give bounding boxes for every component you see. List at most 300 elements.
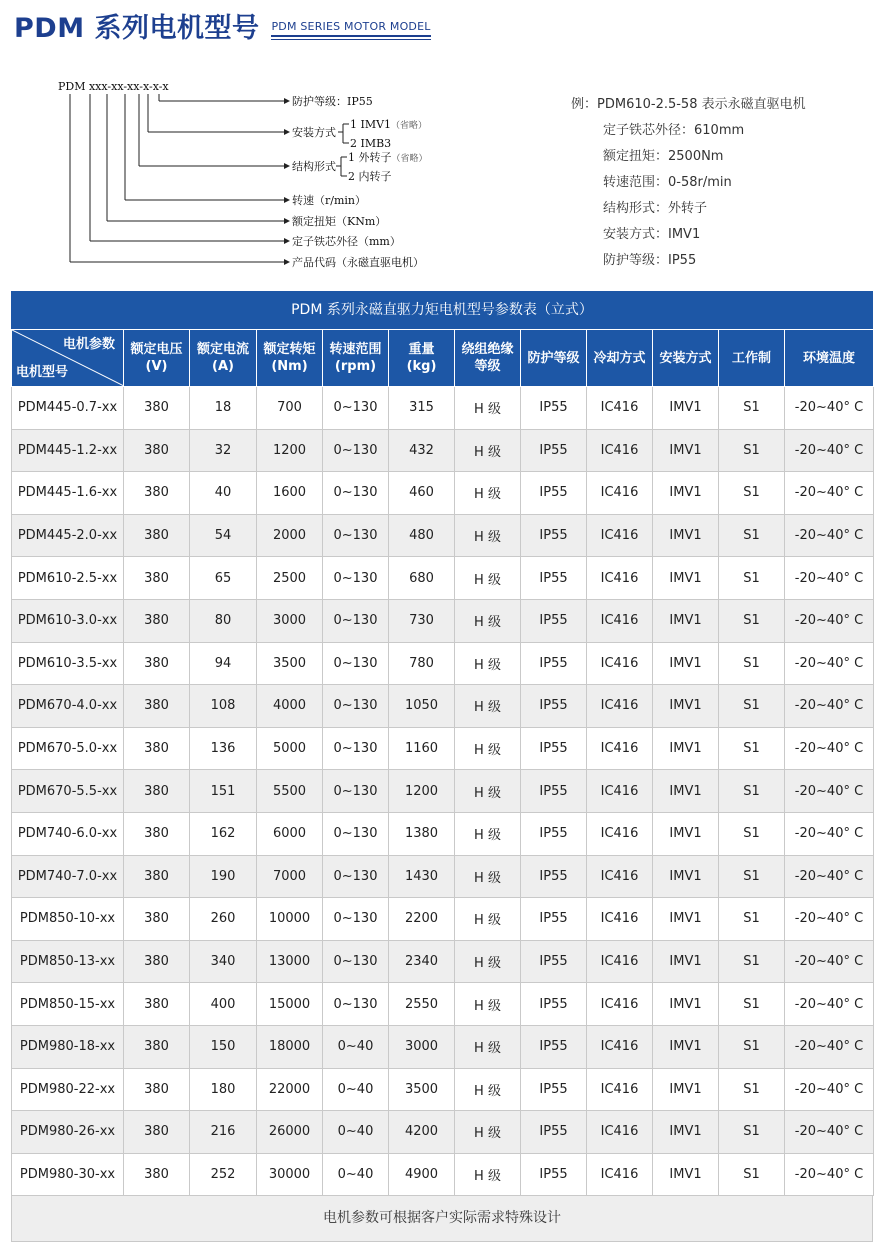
table-cell: S1: [719, 898, 785, 941]
table-cell: S1: [719, 1153, 785, 1196]
table-row: [12, 1068, 874, 1111]
table-cell: IP55: [521, 812, 587, 855]
table-cell: H 级: [455, 685, 521, 728]
table-cell: S1: [719, 1068, 785, 1111]
table-cell: 2200: [389, 898, 455, 941]
column-header-label: 额定电流: [196, 342, 249, 357]
column-header: [785, 330, 874, 387]
table-cell: 380: [124, 812, 190, 855]
label-mounting-opt2: 2 IMB3: [350, 137, 392, 150]
model-cell: PDM445-2.0-xx: [12, 514, 124, 557]
table-cell: H 级: [455, 599, 521, 642]
table-cell: 380: [124, 429, 190, 472]
table-cell: 0~130: [323, 855, 389, 898]
table-cell: IC416: [587, 387, 653, 430]
table-cell: IC416: [587, 642, 653, 685]
table-cell: 400: [190, 983, 257, 1026]
column-header-unit: (kg): [406, 359, 437, 374]
column-header: [389, 330, 455, 387]
table-cell: 0~40: [323, 1025, 389, 1068]
table-cell: 2340: [389, 940, 455, 983]
column-header-unit: (A): [212, 359, 234, 374]
table-cell: S1: [719, 472, 785, 515]
model-cell: PDM445-1.6-xx: [12, 472, 124, 515]
table-cell: 0~130: [323, 514, 389, 557]
table-cell: IP55: [521, 599, 587, 642]
example-line: 额定扭矩：2500Nm: [603, 149, 724, 164]
table-row: [12, 727, 874, 770]
table-cell: 13000: [257, 940, 323, 983]
table-title: PDM 系列永磁直驱力矩电机型号参数表（立式）: [11, 291, 873, 329]
table-cell: 380: [124, 1025, 190, 1068]
table-row: [12, 855, 874, 898]
example-line: 防护等级：IP55: [603, 253, 697, 268]
table-cell: 0~40: [323, 1153, 389, 1196]
table-row: [12, 898, 874, 941]
table-cell: 151: [190, 770, 257, 813]
table-cell: IMV1: [653, 472, 719, 515]
table-cell: 380: [124, 642, 190, 685]
table-cell: 0~130: [323, 898, 389, 941]
table-row: [12, 1111, 874, 1154]
table-cell: 340: [190, 940, 257, 983]
example-line: 例：PDM610-2.5-58 表示永磁直驱电机: [571, 97, 806, 112]
table-cell: S1: [719, 599, 785, 642]
table-cell: IP55: [521, 1025, 587, 1068]
table-cell: 2550: [389, 983, 455, 1026]
model-cell: PDM445-0.7-xx: [12, 387, 124, 430]
example-line: 定子铁芯外径：610mm: [603, 123, 745, 138]
table-cell: H 级: [455, 983, 521, 1026]
table-cell: 0~130: [323, 429, 389, 472]
table-cell: 0~40: [323, 1111, 389, 1154]
table-cell: 80: [190, 599, 257, 642]
table-cell: 0~130: [323, 770, 389, 813]
table-cell: 40: [190, 472, 257, 515]
column-header-label: 工作制: [731, 350, 771, 366]
table-cell: 380: [124, 387, 190, 430]
table-row: [12, 770, 874, 813]
table-cell: -20~40° C: [785, 940, 874, 983]
table-cell: 15000: [257, 983, 323, 1026]
table-cell: 6000: [257, 812, 323, 855]
table-cell: -20~40° C: [785, 557, 874, 600]
table-cell: 730: [389, 599, 455, 642]
table-cell: 380: [124, 599, 190, 642]
table-cell: -20~40° C: [785, 1153, 874, 1196]
corner-header: [12, 330, 124, 387]
model-cell: PDM980-22-xx: [12, 1068, 124, 1111]
label-speed: 转速（r/min）: [292, 194, 366, 207]
table-cell: -20~40° C: [785, 727, 874, 770]
parameter-table-grid: [11, 329, 874, 1196]
table-cell: 5000: [257, 727, 323, 770]
table-cell: 0~130: [323, 557, 389, 600]
table-cell: 1600: [257, 472, 323, 515]
table-cell: IP55: [521, 940, 587, 983]
table-cell: IMV1: [653, 599, 719, 642]
table-cell: IMV1: [653, 1153, 719, 1196]
column-header: [190, 330, 257, 387]
page-subtitle: PDM SERIES MOTOR MODEL: [271, 20, 431, 33]
table-cell: S1: [719, 685, 785, 728]
table-cell: H 级: [455, 1025, 521, 1068]
table-cell: 150: [190, 1025, 257, 1068]
model-cell: PDM740-7.0-xx: [12, 855, 124, 898]
table-cell: H 级: [455, 472, 521, 515]
table-cell: IP55: [521, 685, 587, 728]
table-cell: IP55: [521, 898, 587, 941]
column-header-label: 重量: [408, 342, 435, 357]
table-cell: 380: [124, 898, 190, 941]
table-cell: H 级: [455, 387, 521, 430]
table-cell: IP55: [521, 514, 587, 557]
table-cell: 65: [190, 557, 257, 600]
model-code: PDM xxx-xx-xx-x-x-x: [58, 80, 169, 93]
table-cell: S1: [719, 557, 785, 600]
table-cell: IMV1: [653, 1025, 719, 1068]
page-title: PDM 系列电机型号: [14, 13, 260, 44]
table-cell: IMV1: [653, 642, 719, 685]
column-header-label: 防护等级: [527, 350, 580, 366]
table-cell: IC416: [587, 514, 653, 557]
table-cell: H 级: [455, 642, 521, 685]
table-cell: IMV1: [653, 940, 719, 983]
table-cell: IMV1: [653, 727, 719, 770]
table-cell: 3000: [389, 1025, 455, 1068]
table-cell: IP55: [521, 1153, 587, 1196]
table-body: [12, 387, 874, 1196]
table-cell: S1: [719, 770, 785, 813]
table-row: [12, 429, 874, 472]
model-cell: PDM610-3.0-xx: [12, 599, 124, 642]
table-cell: IP55: [521, 429, 587, 472]
table-cell: IP55: [521, 387, 587, 430]
table-cell: 94: [190, 642, 257, 685]
table-cell: -20~40° C: [785, 429, 874, 472]
table-cell: 380: [124, 940, 190, 983]
label-structure: 结构形式: [292, 160, 336, 173]
table-row: [12, 685, 874, 728]
table-cell: 380: [124, 727, 190, 770]
model-cell: PDM610-3.5-xx: [12, 642, 124, 685]
table-cell: H 级: [455, 1068, 521, 1111]
column-header-label: 转速范围: [329, 342, 382, 357]
table-cell: S1: [719, 983, 785, 1026]
table-cell: IP55: [521, 1111, 587, 1154]
table-cell: H 级: [455, 1153, 521, 1196]
table-cell: -20~40° C: [785, 685, 874, 728]
table-cell: S1: [719, 1025, 785, 1068]
column-header-unit: (Nm): [271, 359, 308, 374]
table-cell: 22000: [257, 1068, 323, 1111]
table-cell: 380: [124, 685, 190, 728]
table-cell: S1: [719, 1111, 785, 1154]
table-cell: -20~40° C: [785, 983, 874, 1026]
label-diameter: 定子铁芯外径（mm）: [292, 235, 401, 248]
table-cell: 380: [124, 770, 190, 813]
column-header-label: 绕组绝缘: [461, 342, 514, 357]
table-cell: 30000: [257, 1153, 323, 1196]
table-cell: 380: [124, 1153, 190, 1196]
table-cell: H 级: [455, 898, 521, 941]
table-cell: IC416: [587, 727, 653, 770]
table-cell: IMV1: [653, 387, 719, 430]
corner-bottom-label: 电机型号: [16, 365, 69, 380]
model-cell: PDM850-15-xx: [12, 983, 124, 1026]
table-cell: 0~130: [323, 387, 389, 430]
table-cell: H 级: [455, 812, 521, 855]
table-cell: H 级: [455, 514, 521, 557]
table-cell: IC416: [587, 1068, 653, 1111]
label-mounting-opt1: 1 IMV1（省略）: [350, 118, 428, 131]
table-cell: IMV1: [653, 685, 719, 728]
table-cell: IP55: [521, 472, 587, 515]
example-line: 安装方式：IMV1: [603, 227, 701, 242]
table-cell: 480: [389, 514, 455, 557]
table-cell: IMV1: [653, 1068, 719, 1111]
table-cell: H 级: [455, 727, 521, 770]
table-row: [12, 642, 874, 685]
table-cell: -20~40° C: [785, 812, 874, 855]
table-cell: 4000: [257, 685, 323, 728]
table-cell: 10000: [257, 898, 323, 941]
table-cell: -20~40° C: [785, 1025, 874, 1068]
table-cell: 2500: [257, 557, 323, 600]
table-cell: IC416: [587, 599, 653, 642]
table-cell: -20~40° C: [785, 770, 874, 813]
column-header-label: 冷却方式: [593, 350, 646, 366]
table-cell: 3500: [257, 642, 323, 685]
table-cell: 780: [389, 642, 455, 685]
table-cell: IC416: [587, 898, 653, 941]
table-cell: 0~130: [323, 983, 389, 1026]
table-cell: IC416: [587, 855, 653, 898]
table-cell: IP55: [521, 770, 587, 813]
column-header-label: 安装方式: [659, 350, 712, 366]
model-cell: PDM670-5.0-xx: [12, 727, 124, 770]
table-cell: 380: [124, 855, 190, 898]
table-cell: 1200: [257, 429, 323, 472]
table-cell: IC416: [587, 1111, 653, 1154]
table-cell: H 级: [455, 429, 521, 472]
table-cell: IP55: [521, 727, 587, 770]
table-row: [12, 514, 874, 557]
table-row: [12, 812, 874, 855]
table-cell: 260: [190, 898, 257, 941]
table-cell: 3500: [389, 1068, 455, 1111]
table-cell: 0~130: [323, 642, 389, 685]
table-cell: 2000: [257, 514, 323, 557]
table-cell: 0~130: [323, 812, 389, 855]
table-cell: IP55: [521, 1068, 587, 1111]
table-cell: IMV1: [653, 429, 719, 472]
table-cell: 5500: [257, 770, 323, 813]
column-header-label: 额定转矩: [263, 342, 316, 357]
table-cell: 1160: [389, 727, 455, 770]
table-cell: -20~40° C: [785, 387, 874, 430]
table-cell: IC416: [587, 940, 653, 983]
table-row: [12, 387, 874, 430]
parameter-table: [11, 291, 873, 1242]
table-cell: 380: [124, 472, 190, 515]
table-cell: H 级: [455, 770, 521, 813]
table-cell: 18000: [257, 1025, 323, 1068]
column-header-unit: 等级: [474, 359, 501, 374]
table-cell: IP55: [521, 855, 587, 898]
table-cell: -20~40° C: [785, 855, 874, 898]
table-cell: S1: [719, 940, 785, 983]
table-cell: IC416: [587, 770, 653, 813]
table-cell: 380: [124, 557, 190, 600]
table-cell: 4200: [389, 1111, 455, 1154]
table-cell: IMV1: [653, 855, 719, 898]
table-cell: 26000: [257, 1111, 323, 1154]
table-cell: 180: [190, 1068, 257, 1111]
column-header: [653, 330, 719, 387]
table-cell: IP55: [521, 983, 587, 1026]
corner-top-label: 电机参数: [62, 337, 115, 352]
table-cell: 54: [190, 514, 257, 557]
table-row: [12, 940, 874, 983]
table-cell: -20~40° C: [785, 1068, 874, 1111]
table-cell: -20~40° C: [785, 599, 874, 642]
model-cell: PDM740-6.0-xx: [12, 812, 124, 855]
table-cell: 460: [389, 472, 455, 515]
column-header: [124, 330, 190, 387]
table-cell: 7000: [257, 855, 323, 898]
table-row: [12, 599, 874, 642]
table-cell: S1: [719, 514, 785, 557]
column-header-label: 环境温度: [802, 350, 855, 366]
example-line: 转速范围：0-58r/min: [603, 175, 732, 190]
table-cell: 380: [124, 514, 190, 557]
label-torque: 额定扭矩（KNm）: [292, 215, 387, 228]
table-cell: H 级: [455, 1111, 521, 1154]
table-cell: 1430: [389, 855, 455, 898]
table-row: [12, 557, 874, 600]
column-header: [719, 330, 785, 387]
table-cell: 0~40: [323, 1068, 389, 1111]
table-cell: 380: [124, 983, 190, 1026]
table-cell: IMV1: [653, 812, 719, 855]
table-row: [12, 983, 874, 1026]
table-cell: S1: [719, 855, 785, 898]
table-cell: IC416: [587, 1025, 653, 1068]
table-cell: 136: [190, 727, 257, 770]
table-cell: IC416: [587, 1153, 653, 1196]
column-header: [257, 330, 323, 387]
model-cell: PDM980-26-xx: [12, 1111, 124, 1154]
model-cell: PDM670-5.5-xx: [12, 770, 124, 813]
model-cell: PDM980-30-xx: [12, 1153, 124, 1196]
table-cell: 700: [257, 387, 323, 430]
model-cell: PDM670-4.0-xx: [12, 685, 124, 728]
table-cell: IC416: [587, 557, 653, 600]
table-cell: 1380: [389, 812, 455, 855]
table-cell: 380: [124, 1068, 190, 1111]
table-row: [12, 1025, 874, 1068]
table-cell: 0~130: [323, 727, 389, 770]
column-header: [323, 330, 389, 387]
table-row: [12, 472, 874, 515]
label-structure-opt1: 1 外转子（省略）: [348, 151, 428, 164]
table-cell: IMV1: [653, 1111, 719, 1154]
table-cell: IMV1: [653, 898, 719, 941]
table-cell: 18: [190, 387, 257, 430]
table-cell: 108: [190, 685, 257, 728]
table-cell: IC416: [587, 812, 653, 855]
table-cell: 252: [190, 1153, 257, 1196]
table-footer-note: 电机参数可根据客户实际需求特殊设计: [11, 1196, 873, 1242]
table-cell: IC416: [587, 983, 653, 1026]
table-cell: H 级: [455, 855, 521, 898]
table-row: [12, 1153, 874, 1196]
table-cell: H 级: [455, 557, 521, 600]
model-cell: PDM850-10-xx: [12, 898, 124, 941]
table-cell: -20~40° C: [785, 514, 874, 557]
table-cell: IMV1: [653, 514, 719, 557]
model-cell: PDM980-18-xx: [12, 1025, 124, 1068]
table-cell: 1200: [389, 770, 455, 813]
table-cell: IMV1: [653, 557, 719, 600]
column-header-unit: (V): [145, 359, 168, 374]
label-protection: 防护等级：IP55: [292, 95, 373, 108]
table-cell: 0~130: [323, 685, 389, 728]
table-cell: 0~130: [323, 940, 389, 983]
model-cell: PDM850-13-xx: [12, 940, 124, 983]
table-cell: IMV1: [653, 983, 719, 1026]
table-cell: S1: [719, 642, 785, 685]
table-cell: -20~40° C: [785, 472, 874, 515]
table-cell: 0~130: [323, 472, 389, 515]
table-cell: -20~40° C: [785, 642, 874, 685]
table-cell: 32: [190, 429, 257, 472]
example-line: 结构形式：外转子: [603, 201, 708, 216]
column-header: [587, 330, 653, 387]
table-cell: IC416: [587, 685, 653, 728]
table-cell: -20~40° C: [785, 898, 874, 941]
table-cell: 0~130: [323, 599, 389, 642]
column-header: [455, 330, 521, 387]
table-cell: IC416: [587, 429, 653, 472]
table-cell: 380: [124, 1111, 190, 1154]
table-cell: IP55: [521, 642, 587, 685]
table-cell: IP55: [521, 557, 587, 600]
table-cell: 190: [190, 855, 257, 898]
table-cell: 432: [389, 429, 455, 472]
table-cell: 315: [389, 387, 455, 430]
table-cell: S1: [719, 429, 785, 472]
table-cell: H 级: [455, 940, 521, 983]
table-cell: S1: [719, 812, 785, 855]
table-cell: 4900: [389, 1153, 455, 1196]
table-header-row: [12, 330, 874, 387]
table-cell: 162: [190, 812, 257, 855]
table-cell: 3000: [257, 599, 323, 642]
table-cell: IC416: [587, 472, 653, 515]
table-cell: -20~40° C: [785, 1111, 874, 1154]
table-cell: 680: [389, 557, 455, 600]
label-mounting: 安装方式: [292, 126, 336, 139]
label-product: 产品代码（永磁直驱电机）: [292, 256, 424, 269]
table-cell: S1: [719, 387, 785, 430]
column-header-label: 额定电压: [130, 342, 183, 357]
table-cell: 1050: [389, 685, 455, 728]
model-cell: PDM610-2.5-xx: [12, 557, 124, 600]
model-cell: PDM445-1.2-xx: [12, 429, 124, 472]
column-header: [521, 330, 587, 387]
